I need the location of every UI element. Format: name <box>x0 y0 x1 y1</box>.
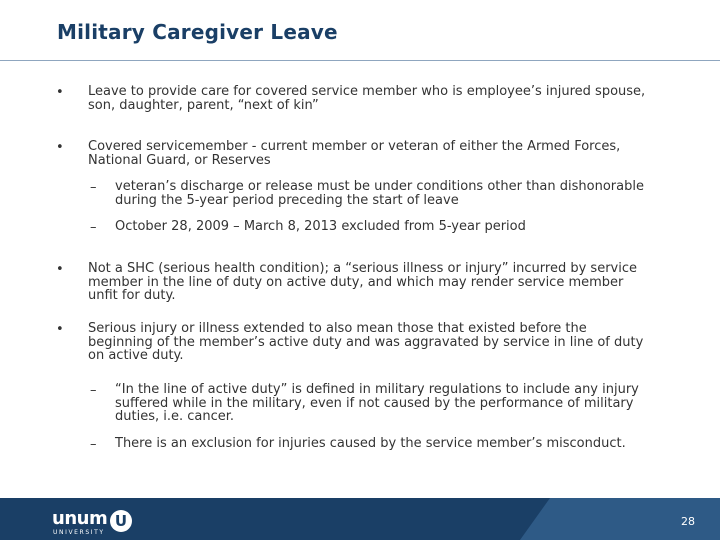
sub-bullet-text: veteran’s discharge or release must be under conditions other than dishonorable during the 5-year period preceding the start of leave <box>115 179 644 208</box>
dash-marker: – <box>90 220 97 235</box>
dash-marker: – <box>90 180 97 195</box>
logo-subtitle: UNIVERSITY <box>53 529 105 536</box>
sub-bullet-text: “In the line of active duty” is defined in military regulations to include any injury suffered while in the military, even if not caused by the performance of military duties, i.e. cancer. <box>115 382 639 424</box>
bullet-marker: • <box>56 140 64 155</box>
bullet-text: Not a SHC (serious health condition); a “serious illness or injury” incurred by service member in the line of duty on active duty, and which may render service member unfit for duty. <box>88 261 638 303</box>
bullet-marker: • <box>56 322 64 337</box>
dash-marker: – <box>90 437 97 452</box>
page-number: 28 <box>681 515 695 528</box>
logo-wordmark: unum <box>52 508 108 529</box>
logo-badge-icon: U <box>110 510 132 532</box>
sub-bullet-text: October 28, 2009 – March 8, 2013 excluded from 5-year period <box>115 219 526 234</box>
bullet-marker: • <box>56 85 64 100</box>
page-title: Military Caregiver Leave <box>57 20 338 44</box>
title-divider <box>0 60 720 61</box>
bullet-text: Covered servicemember - current member or veteran of either the Armed Forces, National Guard, or Reserves <box>88 139 621 168</box>
dash-marker: – <box>90 383 97 398</box>
bullet-marker: • <box>56 262 64 277</box>
bullet-text: Leave to provide care for covered service member who is employee’s injured spouse, son, daughter, parent, “next of kin” <box>88 84 646 113</box>
sub-bullet-text: There is an exclusion for injuries caused by the service member’s misconduct. <box>115 436 626 451</box>
bullet-text: Serious injury or illness extended to also mean those that existed before the beginning of the member’s active duty and was aggravated by service in line of duty on active duty. <box>88 321 644 363</box>
